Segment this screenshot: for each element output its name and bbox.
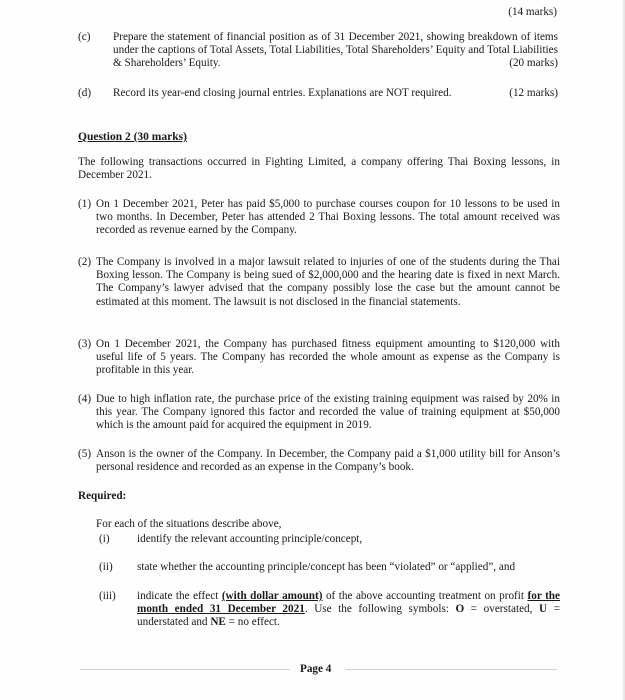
- page-number: Page 4: [300, 663, 332, 675]
- item-2-text: The Company is involved in a major lawsuit related to injuries of one of the students during the Thai Boxing lesson. The Company is being sued of $2,000,000 and the hearing date is fixed in next March. The Company’s lawyer advised that the company possibly lose the case but the amount cannot be estimated at this moment. The lawsuit is not disclosed in the financial statements.: [96, 256, 560, 308]
- item-4-number: (4): [78, 393, 92, 405]
- item-1-text: On 1 December 2021, Peter has paid $5,000 to purchase courses coupon for 10 lessons to be used in two months. In December, Peter has attended 2 Thai Boxing lessons. The total amount received was recorded as revenue earned by the Company.: [96, 198, 560, 237]
- part-c-label: (c): [78, 31, 91, 43]
- sub-iii-part2: of the above accounting treatment on profit: [322, 590, 528, 602]
- sub-iii-part1: indicate the effect: [137, 590, 222, 602]
- part-d-marks: (12 marks): [509, 87, 558, 99]
- sub-ii-text: state whether the accounting principle/concept has been “violated” or “applied”, and: [137, 561, 516, 573]
- question-2-heading: Question 2 (30 marks): [78, 131, 187, 143]
- question-2-intro: The following transactions occurred in Fighting Limited, a company offering Thai Boxing lessons, in December 2021.: [78, 156, 560, 182]
- item-1-number: (1): [78, 198, 92, 210]
- period-phrase: for the month ended 31 December 2021: [137, 590, 560, 616]
- sub-i-number: (i): [99, 533, 110, 545]
- item-3-text: On 1 December 2021, the Company has purchased fitness equipment amounting to $120,000 with useful life of 5 years. The Company has recorded the whole amount as expense as the Company is profitable in this year.: [96, 338, 560, 377]
- sub-iii-part4: = overstated,: [464, 603, 540, 616]
- item-5-number: (5): [78, 448, 92, 460]
- sub-iii-number: (iii): [99, 590, 116, 602]
- item-2-number: (2): [78, 256, 92, 268]
- required-lead: For each of the situations describe above,: [96, 518, 282, 530]
- sub-ii-number: (ii): [99, 561, 113, 573]
- item-5-text: Anson is the owner of the Company. In December, the Company paid a $1,000 utility bill for Anson’s personal residence and recorded as an expense in the Company’s book.: [96, 448, 560, 474]
- symbol-o: O: [455, 603, 465, 616]
- part-c-text: Prepare the statement of financial position as of 31 December 2021, showing breakdown of items under the captions of Total Assets, Total Liabilities, Total Shareholders’ Equity and Total Liabilities & Shareholders’ Equity.: [113, 31, 558, 70]
- symbol-ne: NE: [210, 616, 226, 629]
- sub-iii-part5: = understated and: [137, 603, 560, 629]
- item-3-number: (3): [78, 338, 92, 350]
- sub-iii-text: [137, 590, 560, 630]
- item-4-text: Due to high inflation rate, the purchase price of the existing training equipment was raised by 20% in this year. The Company ignored this factor and recorded the value of training equipment at $50,000 which is the amount paid for acquired the equipment in 2019.: [96, 393, 560, 432]
- footer-rule-right: [345, 669, 557, 670]
- part-d-text: Record its year-end closing journal entries. Explanations are NOT required.: [113, 87, 452, 99]
- sub-iii-part3: . Use the following symbols:: [304, 603, 456, 616]
- required-heading: Required:: [78, 490, 127, 502]
- symbol-u: U: [539, 603, 548, 616]
- part-c-marks: (20 marks): [509, 57, 558, 69]
- sub-iii-part6: = no effect.: [225, 616, 280, 629]
- previous-part-marks: (14 marks): [508, 6, 557, 18]
- sub-i-text: identify the relevant accounting principle/concept,: [137, 533, 363, 545]
- part-d-label: (d): [78, 87, 92, 99]
- footer-rule-left: [80, 669, 290, 670]
- with-dollar-amount: (with dollar amount): [221, 590, 323, 602]
